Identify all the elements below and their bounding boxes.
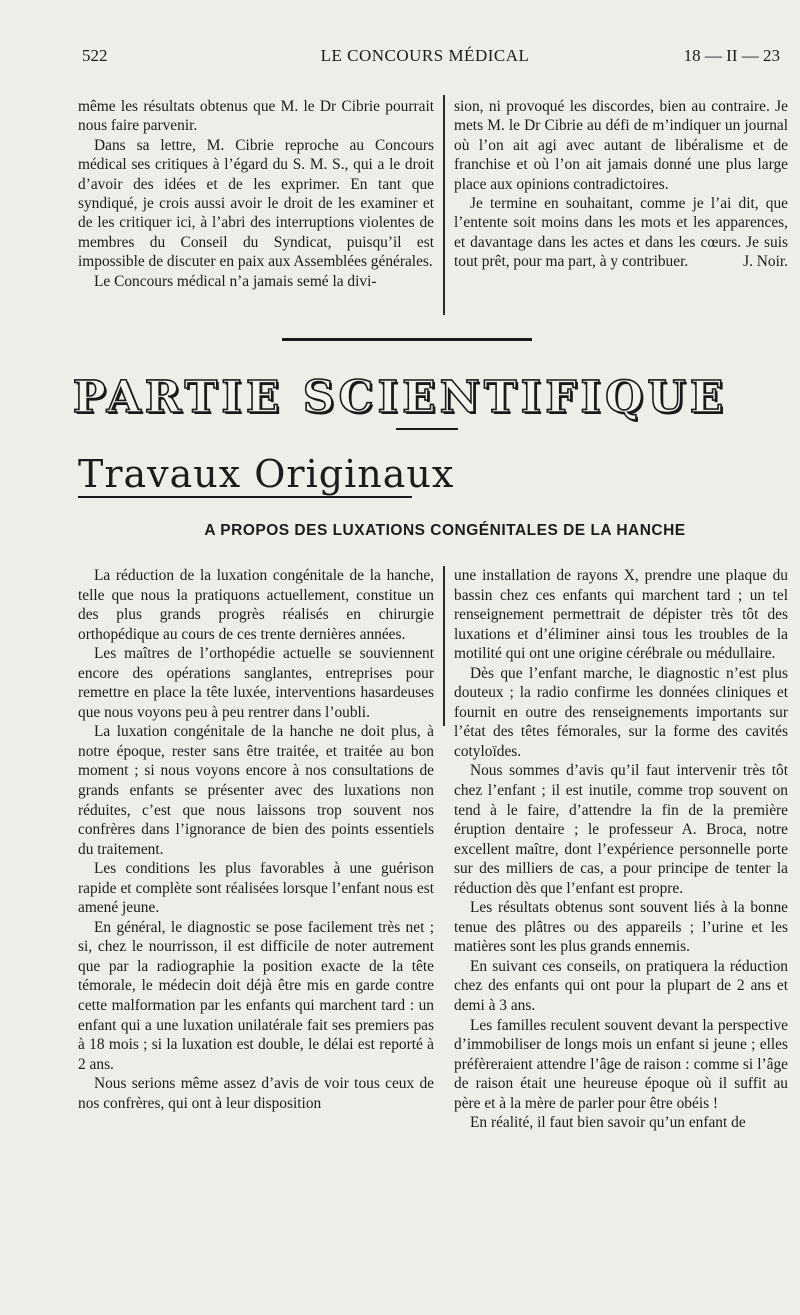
top-right-column [454,97,788,272]
signature: J. Noir. [743,253,788,271]
issue-date: 18 — II — 23 [683,46,780,65]
paragraph: Les résultats obtenus sont souvent liés à la bonne tenue des plâtres ou des appareils ; l’urine et les matières sont les plus grands ennemis. [454,899,788,956]
paragraph: même les résultats obtenus que M. le Dr Cibrie pourrait nous faire parvenir. [78,98,434,135]
section-heading: PARTIE SCIENTIFIQUE [72,372,728,423]
paragraph: Nous serions même assez d’avis de voir tous ceux de nos confrères, qui ont à leur disposition [78,1075,434,1112]
paragraph: Les maîtres de l’orthopédie actuelle se souviennent encore des opérations sanglantes, entreprises pour remettre en place la tête luxée, interventions hasardeuses que nous voyons peu à peu rentrer dans l’oubli. [78,645,434,721]
short-rule [396,428,458,430]
article-left-column [78,566,434,1113]
paragraph: Le Concours médical n’a jamais semé la divi- [94,272,377,290]
paragraph: une installation de rayons X, prendre une plaque du bassin chez ces enfants qui marchent tard ; un tel renseignement permettrait de dépister très tôt des luxations et d’éliminer ainsi tous les troubles de la motilité qui ont une origine cérébrale ou médullaire. [454,567,788,663]
paragraph: sion, ni provoqué les discordes, bien au contraire. Je mets M. le Dr Cibrie au défi de m’indiquer un journal où l’on ait agi avec autant de libéralisme et de franchise et où l’on ait jamais donné une plus large place aux opinions contradictoires. [454,98,788,193]
paragraph: Les conditions les plus favorables à une guérison rapide et complète sont réalisées lorsque l’enfant nous est amené jeune. [78,860,434,917]
paragraph: Dès que l’enfant marche, le diagnostic n’est plus douteux ; la radio confirme les données cliniques et fournit en outre des renseignements importants sur l’état des têtes fémorales, sur la forme des cavités cotyloïdes. [454,664,788,760]
article-title: A PROPOS DES LUXATIONS CONGÉNITALES DE LA HANCHE [204,522,686,539]
paragraph: La réduction de la luxation congénitale de la hanche, telle que nous la pratiquons actuellement, constitue un des plus grands progrès réalisés en chirurgie orthopédique au cours de ces trente dernières années. [78,567,434,643]
page-number: 522 [82,46,108,65]
paragraph: La luxation congénitale de la hanche ne doit plus, à notre époque, rester sans être traitée, et traitée au bon moment ; si nous voyons encore à nos consultations de grands enfants se présenter avec des luxations non réduites, c’est que nous laissons trop souvent nos confrères dans l’ignorance de bien des points essentiels du traitement. [78,723,434,858]
subsection-underline [78,496,412,498]
paragraph: Dans sa lettre, M. Cibrie reproche au Concours médical ses critiques à l’égard du S. M. S., qui a le droit d’avoir des idées et de les exprimer. En tant que syndiqué, je crois aussi avoir le droit de les examiner et de les critiquer ici, à l’abri des interruptions violentes de membres du Conseil du Syndicat, puisqu’il est impossible de discuter en paix aux Assemblées générales. [78,136,434,271]
article-right-column [454,566,788,1133]
paragraph: Je termine en souhaitant, comme je l’ai dit, que l’entente soit moins dans les mots et les apparences, et davantage dans les actes et dans les cœurs. Je suis tout prêt, pour ma part, à y contribuer. [454,195,788,271]
subsection-heading: Travaux Originaux [78,452,455,496]
paragraph: Nous sommes d’avis qu’il faut intervenir très tôt chez l’enfant ; il est inutile, comme trop souvent on tend à le faire, d’attendre la fin de la première éruption dentaire ; le professeur A. Broca, notre excellent maître, dont l’expérience personnelle porte sur des milliers de cas, a pour principe de tenter la réduction dès que l’enfant est propre. [454,762,788,897]
paragraph: En réalité, il faut bien savoir qu’un enfant de [470,1114,746,1132]
paragraph: En suivant ces conseils, on pratiquera la réduction chez des enfants qui ont pour la plupart de 2 ans et demi à 3 ans. [454,957,788,1015]
top-left-column [78,97,434,291]
paragraph: Les familles reculent souvent devant la perspective d’immobiliser de longs mois un enfant si jeune ; elles préfèreraient attendre l’âge de raison : comme si l’âge de raison était une heureuse époque où il suffit au père et à la mère de parler pour être obéis ! [454,1016,788,1112]
journal-title: LE CONCOURS MÉDICAL [320,46,530,65]
section-rule [282,338,532,341]
column-divider [443,566,445,726]
paragraph: En général, le diagnostic se pose facilement très net ; si, chez le nourrisson, il est difficile de noter autrement que par la radiographie la position exacte de la tête témorale, le médecin doit déjà être mis en garde contre cette malformation par les enfants qui marchent tard : un enfant qui a une luxation unilatérale fait ses premiers pas à 18 mois ; si la luxation est double, le délai est reporté à 2 ans. [78,918,434,1073]
running-header [70,46,780,72]
column-divider [443,95,445,315]
